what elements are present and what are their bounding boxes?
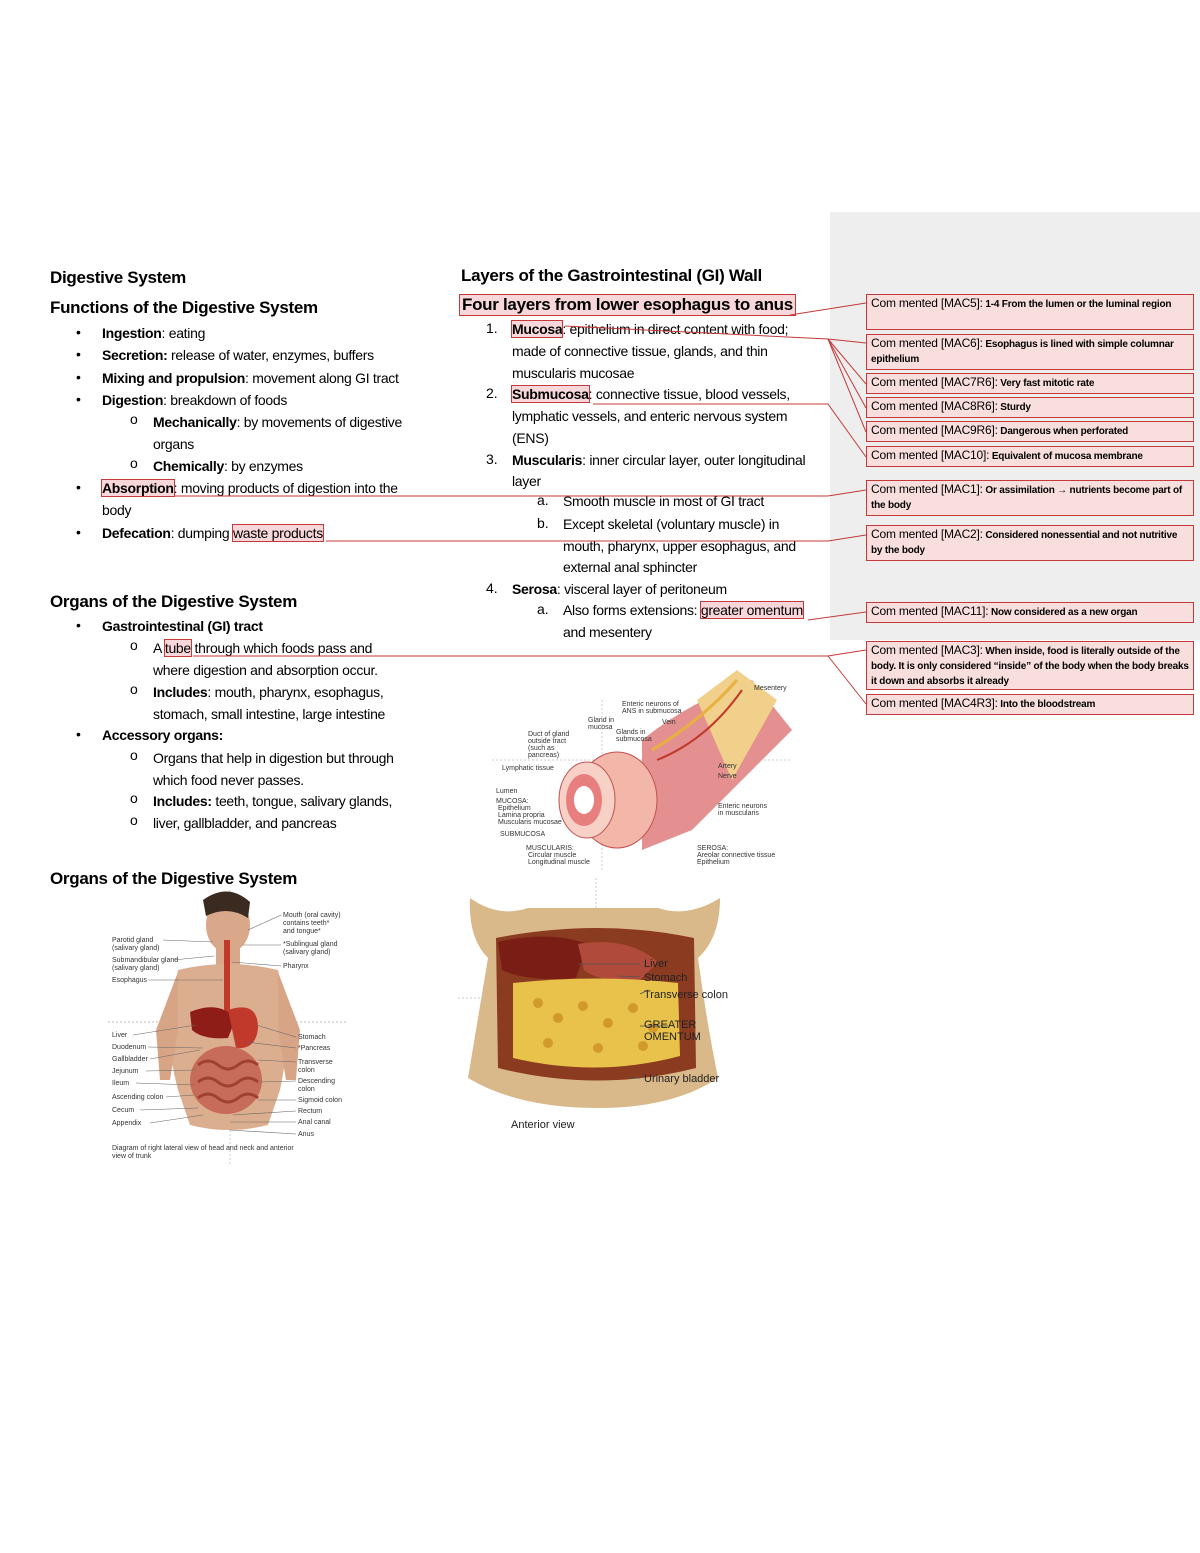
svg-text:Liver: Liver — [644, 958, 668, 970]
accessory-desc-cont: which food never passes. — [153, 772, 304, 788]
sub-bullet: o — [130, 411, 138, 427]
list-letter: a. — [537, 601, 549, 617]
comment-mac9r6[interactable]: Com mented [MAC9R6]: Dangerous when perforated — [866, 421, 1194, 442]
digestion-mechanical: Mechanically: by movements of digestive — [153, 414, 402, 430]
muscularis-b-cont-2: external anal sphincter — [563, 559, 697, 575]
svg-text:Appendix: Appendix — [112, 1120, 142, 1127]
svg-text:(salivary gland): (salivary gland) — [112, 945, 160, 952]
svg-text:Muscularis mucosae: Muscularis mucosae — [498, 819, 562, 826]
svg-text:(salivary gland): (salivary gland) — [283, 949, 331, 956]
comment-mac1[interactable]: Com mented [MAC1]: Or assimilation → nutrients become part of the body — [866, 480, 1194, 516]
comment-mac3[interactable]: Com mented [MAC3]: When inside, food is literally outside of the body. It is only considered “inside” of the body when the body breaks it down and absorbs it already — [866, 641, 1194, 690]
figure1-caption-2: view of trunk — [112, 1153, 152, 1160]
svg-text:and tongue*: and tongue* — [283, 928, 321, 935]
accessory-includes-2: liver, gallbladder, and pancreas — [153, 815, 337, 831]
svg-text:outside tract: outside tract — [528, 738, 567, 745]
gi-tract-desc: A tube through which foods pass and — [153, 640, 373, 656]
svg-text:Urinary bladder: Urinary bladder — [644, 1073, 720, 1085]
list-number: 1. — [486, 320, 498, 336]
svg-text:Artery: Artery — [718, 763, 737, 770]
svg-text:Transverse colon: Transverse colon — [644, 989, 728, 1001]
svg-text:Vein: Vein — [662, 719, 676, 726]
svg-text:Enteric neurons: Enteric neurons — [718, 803, 768, 810]
svg-text:Esophagus: Esophagus — [112, 977, 148, 984]
sub-bullet: o — [130, 812, 138, 828]
comment-mac11[interactable]: Com mented [MAC11]: Now considered as a new organ — [866, 602, 1194, 623]
figure1-caption: Diagram of right lateral view of head and neck and anterior — [112, 1145, 294, 1152]
figure3-caption: Anterior view — [511, 1119, 575, 1131]
sub-bullet: o — [130, 455, 138, 471]
svg-text:Ascending colon: Ascending colon — [112, 1094, 164, 1101]
svg-text:Lymphatic tissue: Lymphatic tissue — [502, 765, 554, 772]
svg-text:Stomach: Stomach — [298, 1034, 326, 1041]
list-number: 3. — [486, 451, 498, 467]
svg-text:*Sublingual gland: *Sublingual gland — [283, 941, 338, 948]
bullet-dot: • — [76, 369, 81, 385]
list-letter: b. — [537, 515, 549, 531]
layer-mucosa-cont-2: muscularis mucosae — [512, 365, 635, 381]
svg-text:ANS in submucosa: ANS in submucosa — [622, 708, 682, 715]
organs-heading: Organs of the Digestive System — [50, 592, 298, 611]
svg-text:Glands in: Glands in — [616, 729, 646, 736]
layer-submucosa-cont-2: (ENS) — [512, 430, 549, 446]
list-number: 2. — [486, 385, 498, 401]
layer-muscularis-cont: layer — [512, 473, 541, 489]
svg-text:Parotid gland: Parotid gland — [112, 937, 154, 944]
function-secretion: Secretion: release of water, enzymes, buffers — [102, 347, 374, 363]
svg-text:Stomach: Stomach — [644, 972, 688, 984]
svg-text:colon: colon — [298, 1067, 315, 1074]
svg-text:Mouth (oral cavity): Mouth (oral cavity) — [283, 912, 341, 919]
list-letter: a. — [537, 492, 549, 508]
svg-text:Submandibular gland: Submandibular gland — [112, 957, 179, 964]
sub-bullet: o — [130, 637, 138, 653]
svg-text:Anal canal: Anal canal — [298, 1119, 331, 1126]
svg-text:colon: colon — [298, 1086, 315, 1093]
comment-mac7r6[interactable]: Com mented [MAC7R6]: Very fast mitotic rate — [866, 373, 1194, 394]
svg-text:Sigmoid colon: Sigmoid colon — [298, 1097, 342, 1104]
sub-bullet: o — [130, 747, 138, 763]
gi-tract-item: Gastrointestinal (GI) tract — [102, 618, 263, 634]
bullet-dot: • — [76, 479, 81, 495]
svg-text:Lamina propria: Lamina propria — [498, 812, 545, 819]
comment-mac2[interactable]: Com mented [MAC2]: Considered nonessential and not nutritive by the body — [866, 525, 1194, 561]
list-number: 4. — [486, 580, 498, 596]
comment-mac5[interactable]: Com mented [MAC5]: 1-4 From the lumen or the luminal region — [866, 294, 1194, 330]
function-ingestion: Ingestion: eating — [102, 325, 206, 341]
layer-submucosa-cont: lymphatic vessels, and enteric nervous system — [512, 408, 788, 424]
bullet-dot: • — [76, 617, 81, 633]
svg-text:*Pancreas: *Pancreas — [298, 1045, 331, 1052]
function-defecation: Defecation: dumping waste products — [102, 525, 323, 541]
svg-text:Pharynx: Pharynx — [283, 963, 309, 970]
sub-bullet: o — [130, 681, 138, 697]
bullet-dot: • — [76, 391, 81, 407]
svg-text:Duct of gland: Duct of gland — [528, 731, 570, 738]
function-absorption: Absorption: moving products of digestion into the — [102, 480, 398, 496]
svg-text:Duodenum: Duodenum — [112, 1044, 147, 1051]
svg-text:Epithelium: Epithelium — [498, 805, 531, 812]
svg-text:Rectum: Rectum — [298, 1108, 323, 1115]
layer-serosa: Serosa: visceral layer of peritoneum — [512, 581, 727, 597]
organs-heading-2: Organs of the Digestive System — [50, 869, 298, 888]
svg-text:Cecum: Cecum — [112, 1107, 135, 1114]
svg-text:contains teeth*: contains teeth* — [283, 920, 330, 927]
muscularis-b-cont: mouth, pharynx, upper esophagus, and — [563, 538, 796, 554]
svg-text:Ileum: Ileum — [112, 1080, 130, 1087]
svg-text:(salivary gland): (salivary gland) — [112, 965, 160, 972]
svg-text:MUSCULARIS:: MUSCULARIS: — [526, 845, 574, 852]
layer-muscularis: Muscularis: inner circular layer, outer longitudinal — [512, 452, 806, 468]
functions-heading: Functions of the Digestive System — [50, 298, 318, 317]
svg-text:Transverse: Transverse — [298, 1059, 333, 1066]
layer-mucosa: Mucosa: epithelium in direct content with food; — [512, 321, 789, 337]
svg-text:Mesentery: Mesentery — [754, 685, 787, 692]
accessory-desc: Organs that help in digestion but through — [153, 750, 394, 766]
svg-text:in muscularis: in muscularis — [718, 810, 759, 817]
serosa-a: Also forms extensions: greater omentum — [563, 602, 803, 618]
bullet-dot: • — [76, 346, 81, 362]
svg-text:(such as: (such as — [528, 745, 555, 752]
svg-text:Lumen: Lumen — [496, 788, 518, 795]
digestion-chemical: Chemically: by enzymes — [153, 458, 303, 474]
svg-text:SEROSA:: SEROSA: — [697, 845, 729, 852]
svg-text:Descending: Descending — [298, 1078, 335, 1085]
accessory-includes: Includes: teeth, tongue, salivary glands, — [153, 793, 393, 809]
doc-title: Digestive System — [50, 268, 186, 287]
function-absorption-cont: body — [102, 502, 132, 518]
svg-text:Anus: Anus — [298, 1131, 314, 1138]
bullet-dot: • — [76, 524, 81, 540]
gi-tract-includes-cont: stomach, small intestine, large intestine — [153, 706, 386, 722]
function-mixing: Mixing and propulsion: movement along GI tract — [102, 370, 399, 386]
svg-text:mucosa: mucosa — [588, 724, 613, 731]
svg-text:GREATER: GREATER — [644, 1019, 697, 1031]
comment-mac6[interactable]: Com mented [MAC6]: Esophagus is lined with simple columnar epithelium — [866, 334, 1194, 370]
svg-text:Liver: Liver — [112, 1032, 128, 1039]
gi-tract-includes: Includes: mouth, pharynx, esophagus, — [153, 684, 384, 700]
comment-mac4r3[interactable]: Com mented [MAC4R3]: Into the bloodstream — [866, 694, 1194, 715]
layer-mucosa-cont: made of connective tissue, glands, and thin — [512, 343, 768, 359]
svg-text:Nerve: Nerve — [718, 773, 737, 780]
svg-text:Longitudinal muscle: Longitudinal muscle — [528, 859, 590, 866]
svg-text:MUCOSA:: MUCOSA: — [496, 798, 529, 805]
svg-text:Gallbladder: Gallbladder — [112, 1056, 148, 1063]
function-digestion: Digestion: breakdown of foods — [102, 392, 288, 408]
serosa-a-cont: and mesentery — [563, 624, 652, 640]
accessory-organs-item: Accessory organs: — [102, 727, 223, 743]
comment-mac10[interactable]: Com mented [MAC10]: Equivalent of mucosa membrane — [866, 446, 1194, 467]
svg-text:Gland in: Gland in — [588, 717, 615, 724]
svg-text:Jejunum: Jejunum — [112, 1068, 139, 1075]
sub-bullet: o — [130, 790, 138, 806]
svg-text:Areolar connective tissue: Areolar connective tissue — [697, 852, 776, 859]
svg-text:Epithelium: Epithelium — [697, 859, 730, 866]
svg-text:SUBMUCOSA: SUBMUCOSA — [500, 831, 546, 838]
svg-text:pancreas): pancreas) — [528, 752, 560, 759]
digestion-mechanical-cont: organs — [153, 436, 195, 452]
comment-mac8r6[interactable]: Com mented [MAC8R6]: Sturdy — [866, 397, 1194, 418]
layer-submucosa: Submucosa: connective tissue, blood vessels, — [512, 386, 790, 402]
svg-text:Circular muscle: Circular muscle — [528, 852, 577, 859]
bullet-dot: • — [76, 324, 81, 340]
layers-heading: Layers of the Gastrointestinal (GI) Wall — [461, 266, 762, 285]
bullet-dot: • — [76, 726, 81, 742]
layers-subheading: Four layers from lower esophagus to anus — [462, 295, 793, 314]
svg-text:OMENTUM: OMENTUM — [644, 1031, 701, 1043]
gi-tract-desc-cont: where digestion and absorption occur. — [153, 662, 378, 678]
muscularis-b: Except skeletal (voluntary muscle) in — [563, 516, 780, 532]
svg-text:Enteric neurons of: Enteric neurons of — [622, 701, 679, 708]
muscularis-a: Smooth muscle in most of GI tract — [563, 493, 764, 509]
svg-text:submucosa: submucosa — [616, 736, 652, 743]
